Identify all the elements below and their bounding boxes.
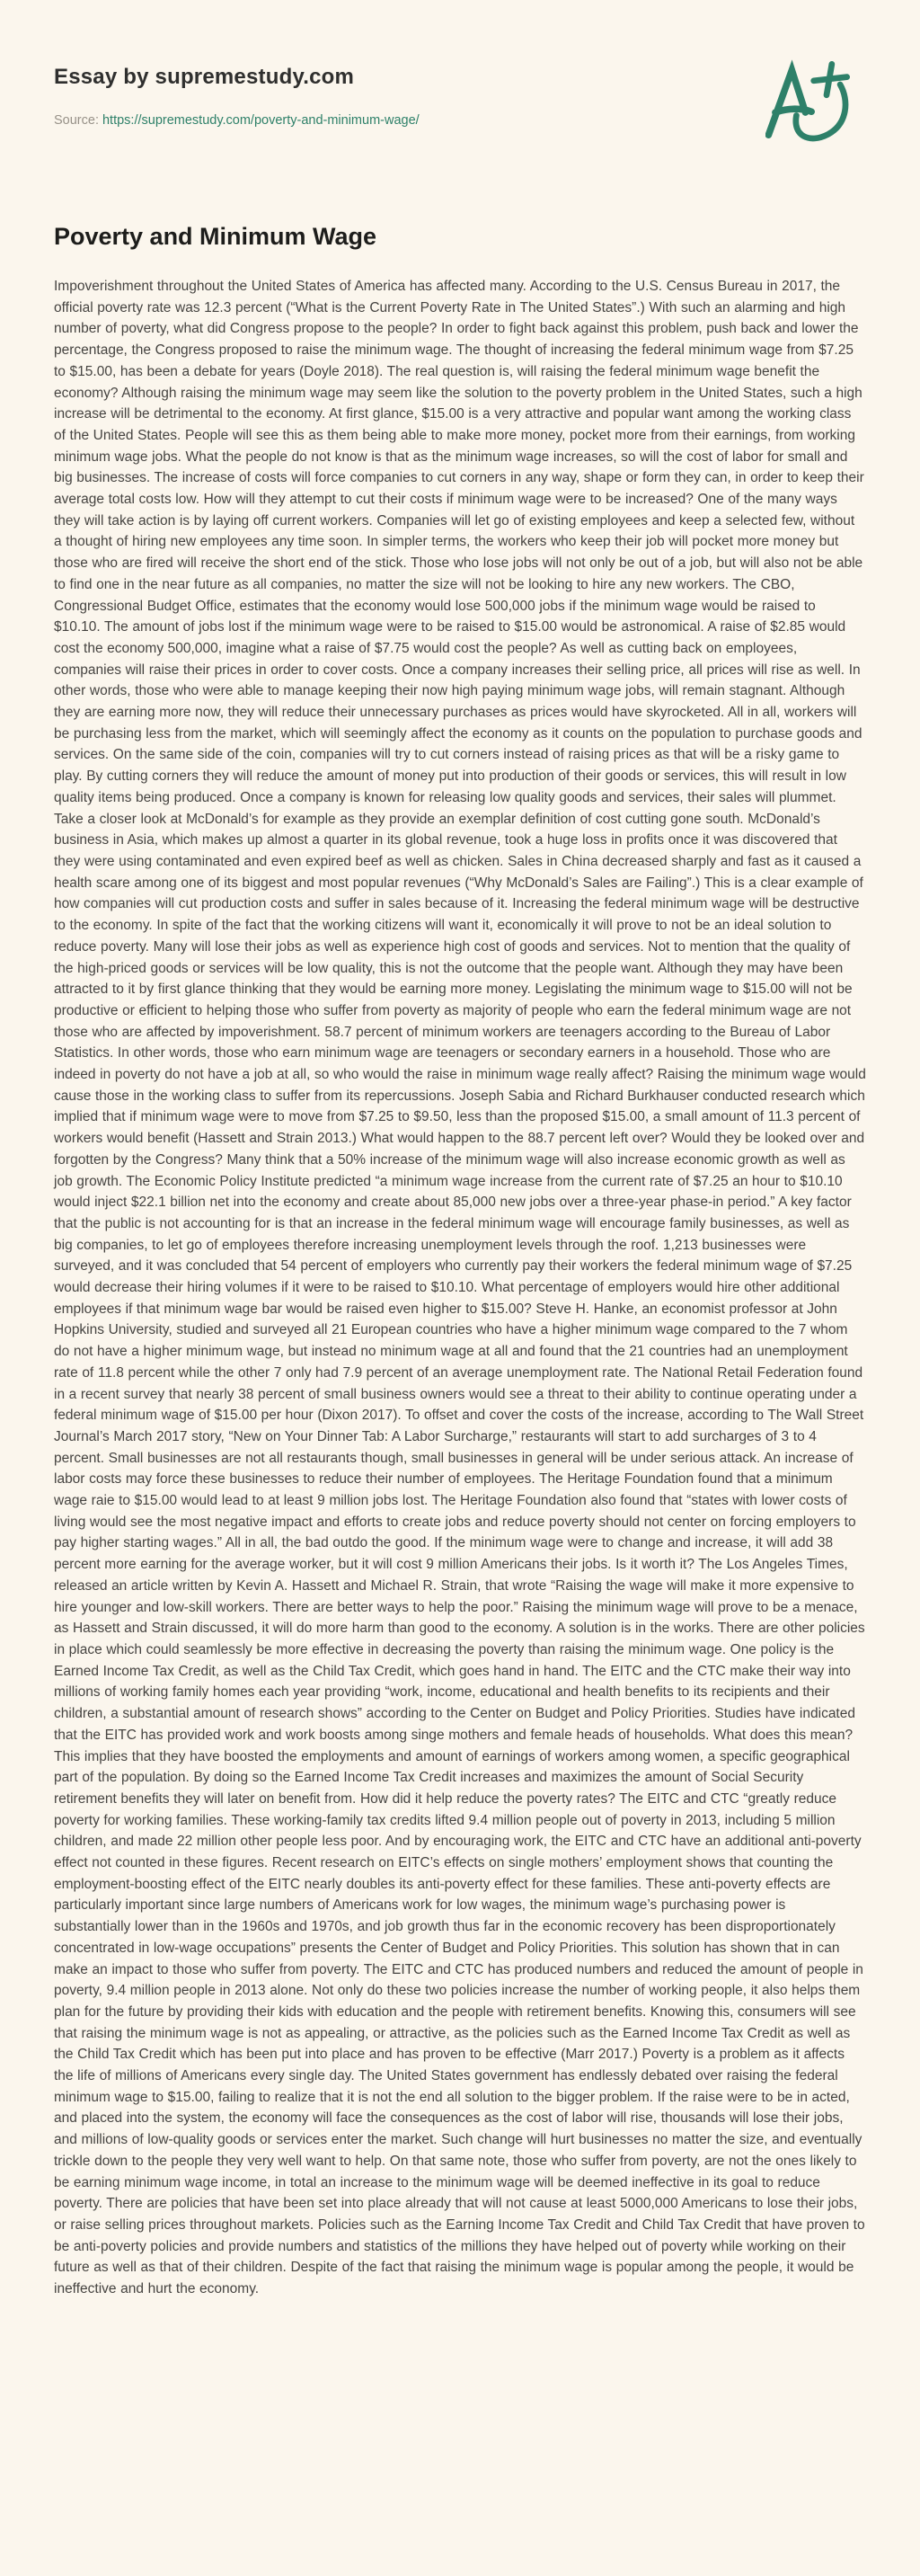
article (54, 223, 866, 2300)
source-line (54, 113, 866, 128)
document-header (54, 65, 866, 128)
source-label: Source: (54, 113, 99, 128)
header-text (54, 65, 866, 128)
source-link[interactable]: https://supremestudy.com/poverty-and-minimum-wage/ (102, 113, 420, 128)
article-title: Poverty and Minimum Wage (54, 223, 377, 250)
header-title: Essay by supremestudy.com (54, 65, 355, 89)
a-plus-logo-icon (765, 58, 850, 149)
article-body: Impoverishment throughout the United States of America has affected many. According to the U.S. Census Bureau in 2017, the official poverty rate was 12.3 percent (“What is the Current Poverty Rate in The United States”.) With such an alarming and high number of poverty, what did Congress propose to the people? In order to fight back against this problem, push back and lower the percentage, the Congress proposed to raise the minimum wage. The thought of increasing the federal minimum wage from $7.25 to $15.00, has been a debate for years (Doyle 2018). The real question is, will raising the federal minimum wage benefit the economy? Although raising the minimum wage may seem like the solution to the poverty problem in the United States, such a high increase will be detrimental to the economy. At first glance, $15.00 is a very attractive and popular want among the working class of the United States. People will see this as them being able to make more money, pocket more from their earnings, from working minimum wage jobs. What the people do not know is that as the minimum wage increases, so will the cost of labor for small and big businesses. The increase of costs will force companies to cut corners in any way, shape or form they can, in order to keep their average total costs low. How will they attempt to cut their costs if minimum wage were to be increased? One of the many ways they will take action is by laying off current workers. Companies will let go of existing employees and keep a selected few, without a thought of hiring new employees any time soon. In simpler terms, the workers who keep their job will pocket more money but those who are fired will receive the short end of the stick. Those who lose jobs will not only be out of a job, but will also not be able to find one in the near future as all companies, no matter the size will not be looking to hire any new workers. The CBO, Congressional Budget Office, estimates that the economy would lose 500,000 jobs if the minimum wage would be raised to $10.10. The amount of jobs lost if the minimum wage were to be raised to $15.00 would be astronomical. A raise of $2.85 would cost the economy 500,000, imagine what a raise of $7.75 would cost the people? As well as cutting back on employees, companies will raise their prices in order to cover costs. Once a company increases their selling price, all prices will rise as well. In other words, those who were able to manage keeping their now high paying minimum wage jobs, will remain stagnant. Although they are earning more now, they will reduce their unnecessary purchases as prices would have skyrocketed. All in all, workers will be purchasing less from the market, which will seemingly affect the economy as it counts on the population to purchase goods and services. On the same side of the coin, companies will try to cut corners instead of raising prices as that will be a risky game to play. By cutting corners they will reduce the amount of money put into production of their goods or services, this will result in low quality items being produced. Once a company is known for releasing low quality goods and services, their sales will plummet. Take a closer look at McDonald’s for example as they provide an exemplar definition of cost cutting gone south. McDonald’s business in Asia, which makes up almost a quarter in its global revenue, took a huge loss in profits once it was discovered that they were using contaminated and even expired beef as well as chicken. Sales in China decreased sharply and fast as it caused a health scare among one of its biggest and most popular revenues (“Why McDonald’s Sales are Failing”.) This is a clear example of how companies will cut production costs and suffer in sales because of it. Increasing the federal minimum wage will be destructive to the economy. In spite of the fact that the working citizens will want it, economically it will prove to not be an ideal solution to reduce poverty. Many will lose their jobs as well as experience high cost of goods and services. Not to mention that the quality of the high-priced goods or services will be low quality, this is not the outcome that the people want. Although they may have been attracted to it by first glance thinking that they would be earning more money. Legislating the minimum wage to $15.00 will not be productive or efficient to helping those who suffer from poverty as majority of people who earn the federal minimum wage are not those who are affected by impoverishment. 58.7 percent of minimum workers are teenagers according to the Bureau of Labor Statistics. In other words, those who earn minimum wage are teenagers or secondary earners in a household. Those who are indeed in poverty do not have a job at all, so who would the raise in minimum wage really affect? Raising the minimum wage would cause those in the working class to suffer from its repercussions. Joseph Sabia and Richard Burkhauser conducted research which implied that if minimum wage were to move from $7.25 to $9.50, less than the proposed $15.00, a small amount of 11.3 percent of workers would benefit (Hassett and Strain 2013.) What would happen to the 88.7 percent left over? Would they be looked over and forgotten by the Congress? Many think that a 50% increase of the minimum wage will also increase economic growth as well as job growth. The Economic Policy Institute predicted “a minimum wage increase from the current rate of $7.25 an hour to $10.10 would inject $22.1 billion net into the economy and create about 85,000 new jobs over a three-year phase-in period.” A key factor that the public is not accounting for is that an increase in the federal minimum wage will encourage family businesses, as well as big companies, to let go of employees therefore increasing unemployment levels through the roof. 1,213 businesses were surveyed, and it was concluded that 54 percent of employers who currently pay their workers the federal minimum wage of $7.25 would decrease their hiring volumes if it were to be raised to $10.10. What percentage of employers would hire other additional employees if that minimum wage bar would be raised even higher to $15.00? Steve H. Hanke, an economist professor at John Hopkins University, studied and surveyed all 21 European countries who have a higher minimum wage compared to the 7 whom do not have a higher minimum wage, but instead no minimum wage at all and found that the 21 countries had an unemployment rate of 11.8 percent while the other 7 only had 7.9 percent of an average unemployment rate. The National Retail Federation found in a recent survey that nearly 38 percent of small business owners would see a threat to their ability to continue operating under a federal minimum wage of $15.00 per hour (Dixon 2017). To offset and cover the costs of the increase, according to The Wall Street Journal’s March 2017 story, “New on Your Dinner Tab: A Labor Surcharge,” restaurants will start to add surcharges of 3 to 4 percent. Small businesses are not all restaurants though, small businesses in general will be under serious attack. An increase of labor costs may force these businesses to reduce their number of employees. The Heritage Foundation found that a minimum wage raie to $15.00 would lead to at least 9 million jobs lost. The Heritage Foundation also found that “states with lower costs of living would see the most negative impact and efforts to create jobs and reduce poverty should not center on forcing employers to pay higher starting wages.” All in all, the bad outdo the good. If the minimum wage were to change and increase, it will add 38 percent more earning for the average worker, but it will cost 9 million Americans their jobs. Is it worth it? The Los Angeles Times, released an article written by Kevin A. Hassett and Michael R. Strain, that wrote “Raising the wage will make it more expensive to hire younger and low-skill workers. There are better ways to help the poor.” Raising the minimum wage will prove to be a menace, as Hassett and Strain discussed, it will do more harm than good to the economy. A solution is in the works. There are other policies in place which could seamlessly be more effective in decreasing the poverty than raising the minimum wage. One policy is the Earned Income Tax Credit, as well as the Child Tax Credit, which goes hand in hand. The EITC and the CTC make their way into millions of working family homes each year providing “work, income, educational and health benefits to its recipients and their children, a substantial amount of research shows” according to the Center on Budget and Policy Priorities. Studies have indicated that the EITC has provided work and work boosts among singe mothers and female heads of households. What does this mean? This implies that they have boosted the employments and amount of earnings of workers among women, a specific geographical part of the population. By doing so the Earned Income Tax Credit increases and maximizes the amount of Social Security retirement benefits they will later on benefit from. How did it help reduce the poverty rates? The EITC and CTC “greatly reduce poverty for working families. These working-family tax credits lifted 9.4 million people out of poverty in 2013, including 5 million children, and made 22 million other people less poor. And by encouraging work, the EITC and CTC have an additional anti-poverty effect not counted in these figures. Recent research on EITC’s effects on single mothers’ employment shows that counting the employment-boosting effect of the EITC nearly doubles its anti-poverty effect for these families. These anti-poverty effects are particularly important since large numbers of Americans work for low wages, the minimum wage’s purchasing power is substantially lower than in the 1960s and 1970s, and job growth thus far in the economic recovery has been disproportionately concentrated in low-wage occupations” presents the Center of Budget and Policy Priorities. This solution has shown that in can make an impact to those who suffer from poverty. The EITC and CTC has produced numbers and reduced the amount of people in poverty, 9.4 million people in 2013 alone. Not only do these two policies increase the number of working people, it also helps them plan for the future by providing their kids with education and the people with retirement benefits. Knowing this, consumers will see that raising the minimum wage is not as appealing, or attractive, as the policies such as the Earned Income Tax Credit as well as the Child Tax Credit which has been put into place and has proven to be effective (Marr 2017.) Poverty is a problem as it affects the life of millions of Americans every single day. The United States government has endlessly debated over raising the federal minimum wage to $15.00, failing to realize that it is not the end all solution to the bigger problem. If the raise were to be in acted, and placed into the system, the economy will face the consequences as the cost of labor will rise, thousands will lose their jobs, and millions of low-quality goods or services enter the market. Such change will hurt businesses no matter the size, and eventually trickle down to the people they very well want to help. On that same note, those who suffer from poverty, are not the ones likely to be earning minimum wage income, in total an increase to the minimum wage will be deemed ineffective in its goal to reduce poverty. There are policies that have been set into place already that will not cause at least 5000,000 Americans to lose their jobs, or raise selling prices throughout markets. Policies such as the Earning Income Tax Credit and Child Tax Credit that have proven to be anti-poverty policies and provide numbers and statistics of the millions they have helped out of poverty while working on their future as well as that of their children. Despite of the fact that raising the minimum wage is popular among the people, it would be ineffective and hurt the economy. (54, 279, 866, 2297)
